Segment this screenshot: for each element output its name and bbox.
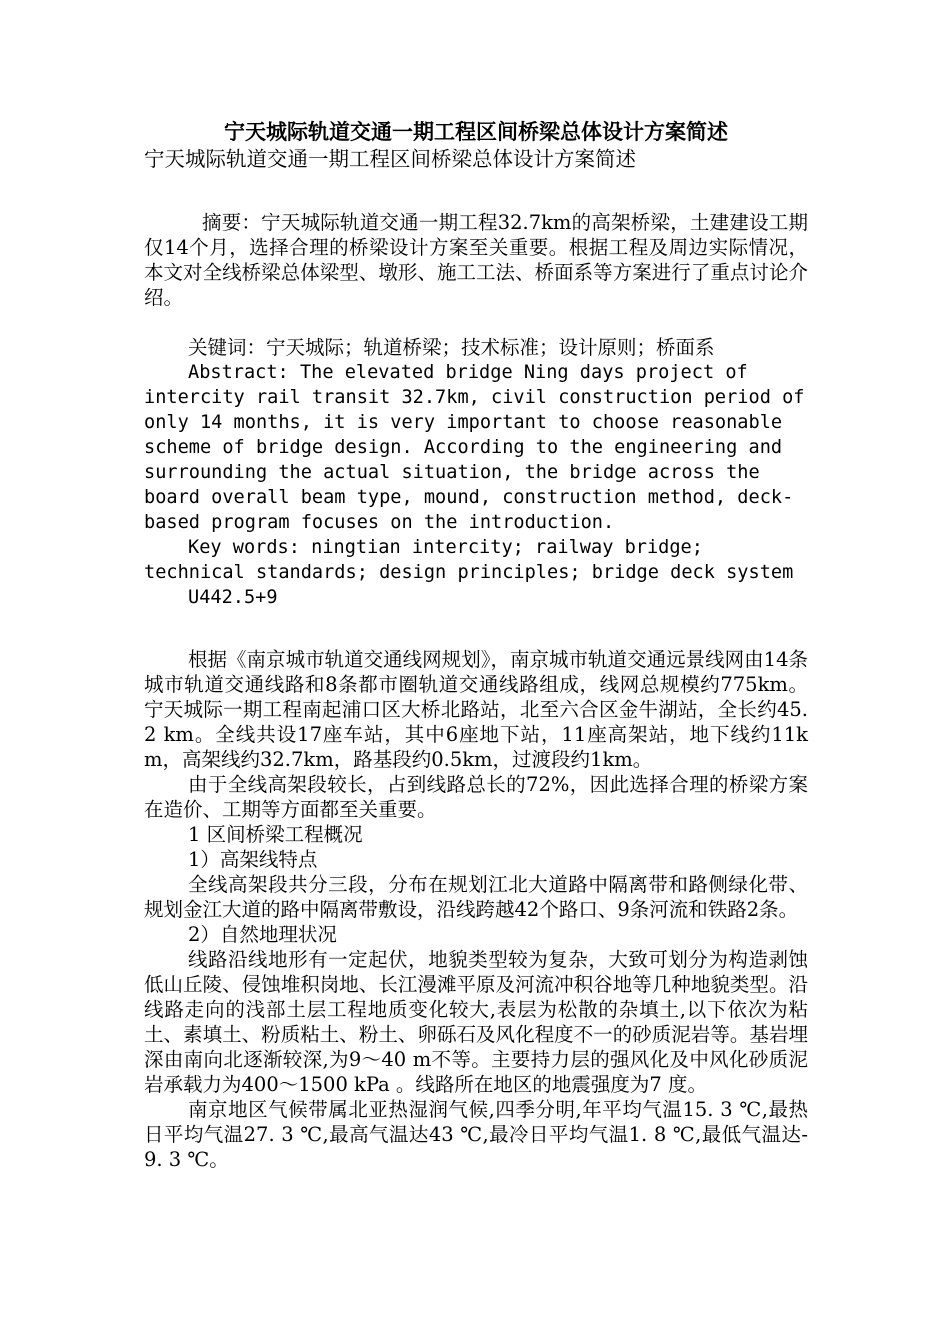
abstract-cn: 摘要：宁天城际轨道交通一期工程32.7km的高架桥梁，土建建设工期仅14个月，选择合理的桥梁设计方案至关重要。根据工程及周边实际情况，本文对全线桥梁总体梁型、墩形、施工工法、桥面系等方案进行了重点讨论介绍。 [144,211,808,309]
body-paragraph-4: 线路沿线地形有一定起伏，地貌类型较为复杂，大致可划分为构造剥蚀低山丘陵、侵蚀堆积岗地、长江漫滩平原及河流冲积谷地等几种地貌类型。沿线路走向的浅部土层工程地质变化较大,表层为松散的杂填土,以下依次为粘土、素填土、粉质粘土、粉土、卵砾石及风化程度不一的砂质泥岩等。基岩埋深由南向北逐渐较深,为9～40 m不等。主要持力层的强风化及中风化砂质泥岩承载力为400～1500 kPa 。线路所在地区的地震强度为7 度。 [144,948,808,1096]
keywords-cn: 关键词：宁天城际；轨道桥梁；技术标准；设计原则；桥面系 [188,336,715,359]
document-page [144,118,808,1172]
keywords-en: Key words: ningtian intercity; railway bridge; technical standards; design principles; bridge deck system [144,537,794,583]
subsection-heading-1: 1）高架线特点 [188,848,318,871]
body-paragraph-1: 根据《南京城市轨道交通线网规划》，南京城市轨道交通远景线网由14条城市轨道交通线路和8条都市圈轨道交通线路组成，线网总规模约775km。宁天城际一期工程南起浦口区大桥北路站，北至六合区金牛湖站，全长约45.2 km。全线共设17座车站，其中6座地下站，11座高架站，地下线约11km，高架线约32.7km，路基段约0.5km，过渡段约1km。 [144,648,808,771]
document-subtitle: 宁天城际轨道交通一期工程区间桥梁总体设计方案简述 [144,147,636,171]
body-paragraph-5: 南京地区气候带属北亚热湿润气候,四季分明,年平均气温15. 3 ℃,最热日平均气温27. 3 ℃,最高气温达43 ℃,最冷日平均气温1. 8 ℃,最低气温达- 9. 3 ℃。 [144,1098,808,1171]
subsection-heading-2: 2）自然地理状况 [188,923,337,946]
classification-code: U442.5+9 [188,587,278,608]
body-paragraph-2: 由于全线高架段较长，占到线路总长的72%，因此选择合理的桥梁方案在造价、工期等方面都至关重要。 [144,773,808,821]
document-title: 宁天城际轨道交通一期工程区间桥梁总体设计方案简述 [224,119,728,144]
abstract-en: Abstract: The elevated bridge Ning days project of intercity rail transit 32.7km, civil construction period of only 14 months, it is very important to choose reasonable scheme of bridge design. According to the engineering and surrounding the actual situation, the bridge across the board overall beam type, mound, construction method, deck-based program focuses on the introduction. [144,362,805,533]
body-paragraph-3: 全线高架段共分三段，分布在规划江北大道路中隔离带和路侧绿化带、规划金江大道的路中隔离带敷设，沿线跨越42个路口、9条河流和铁路2条。 [144,873,808,921]
section-heading-1: 1 区间桥梁工程概况 [188,823,363,846]
